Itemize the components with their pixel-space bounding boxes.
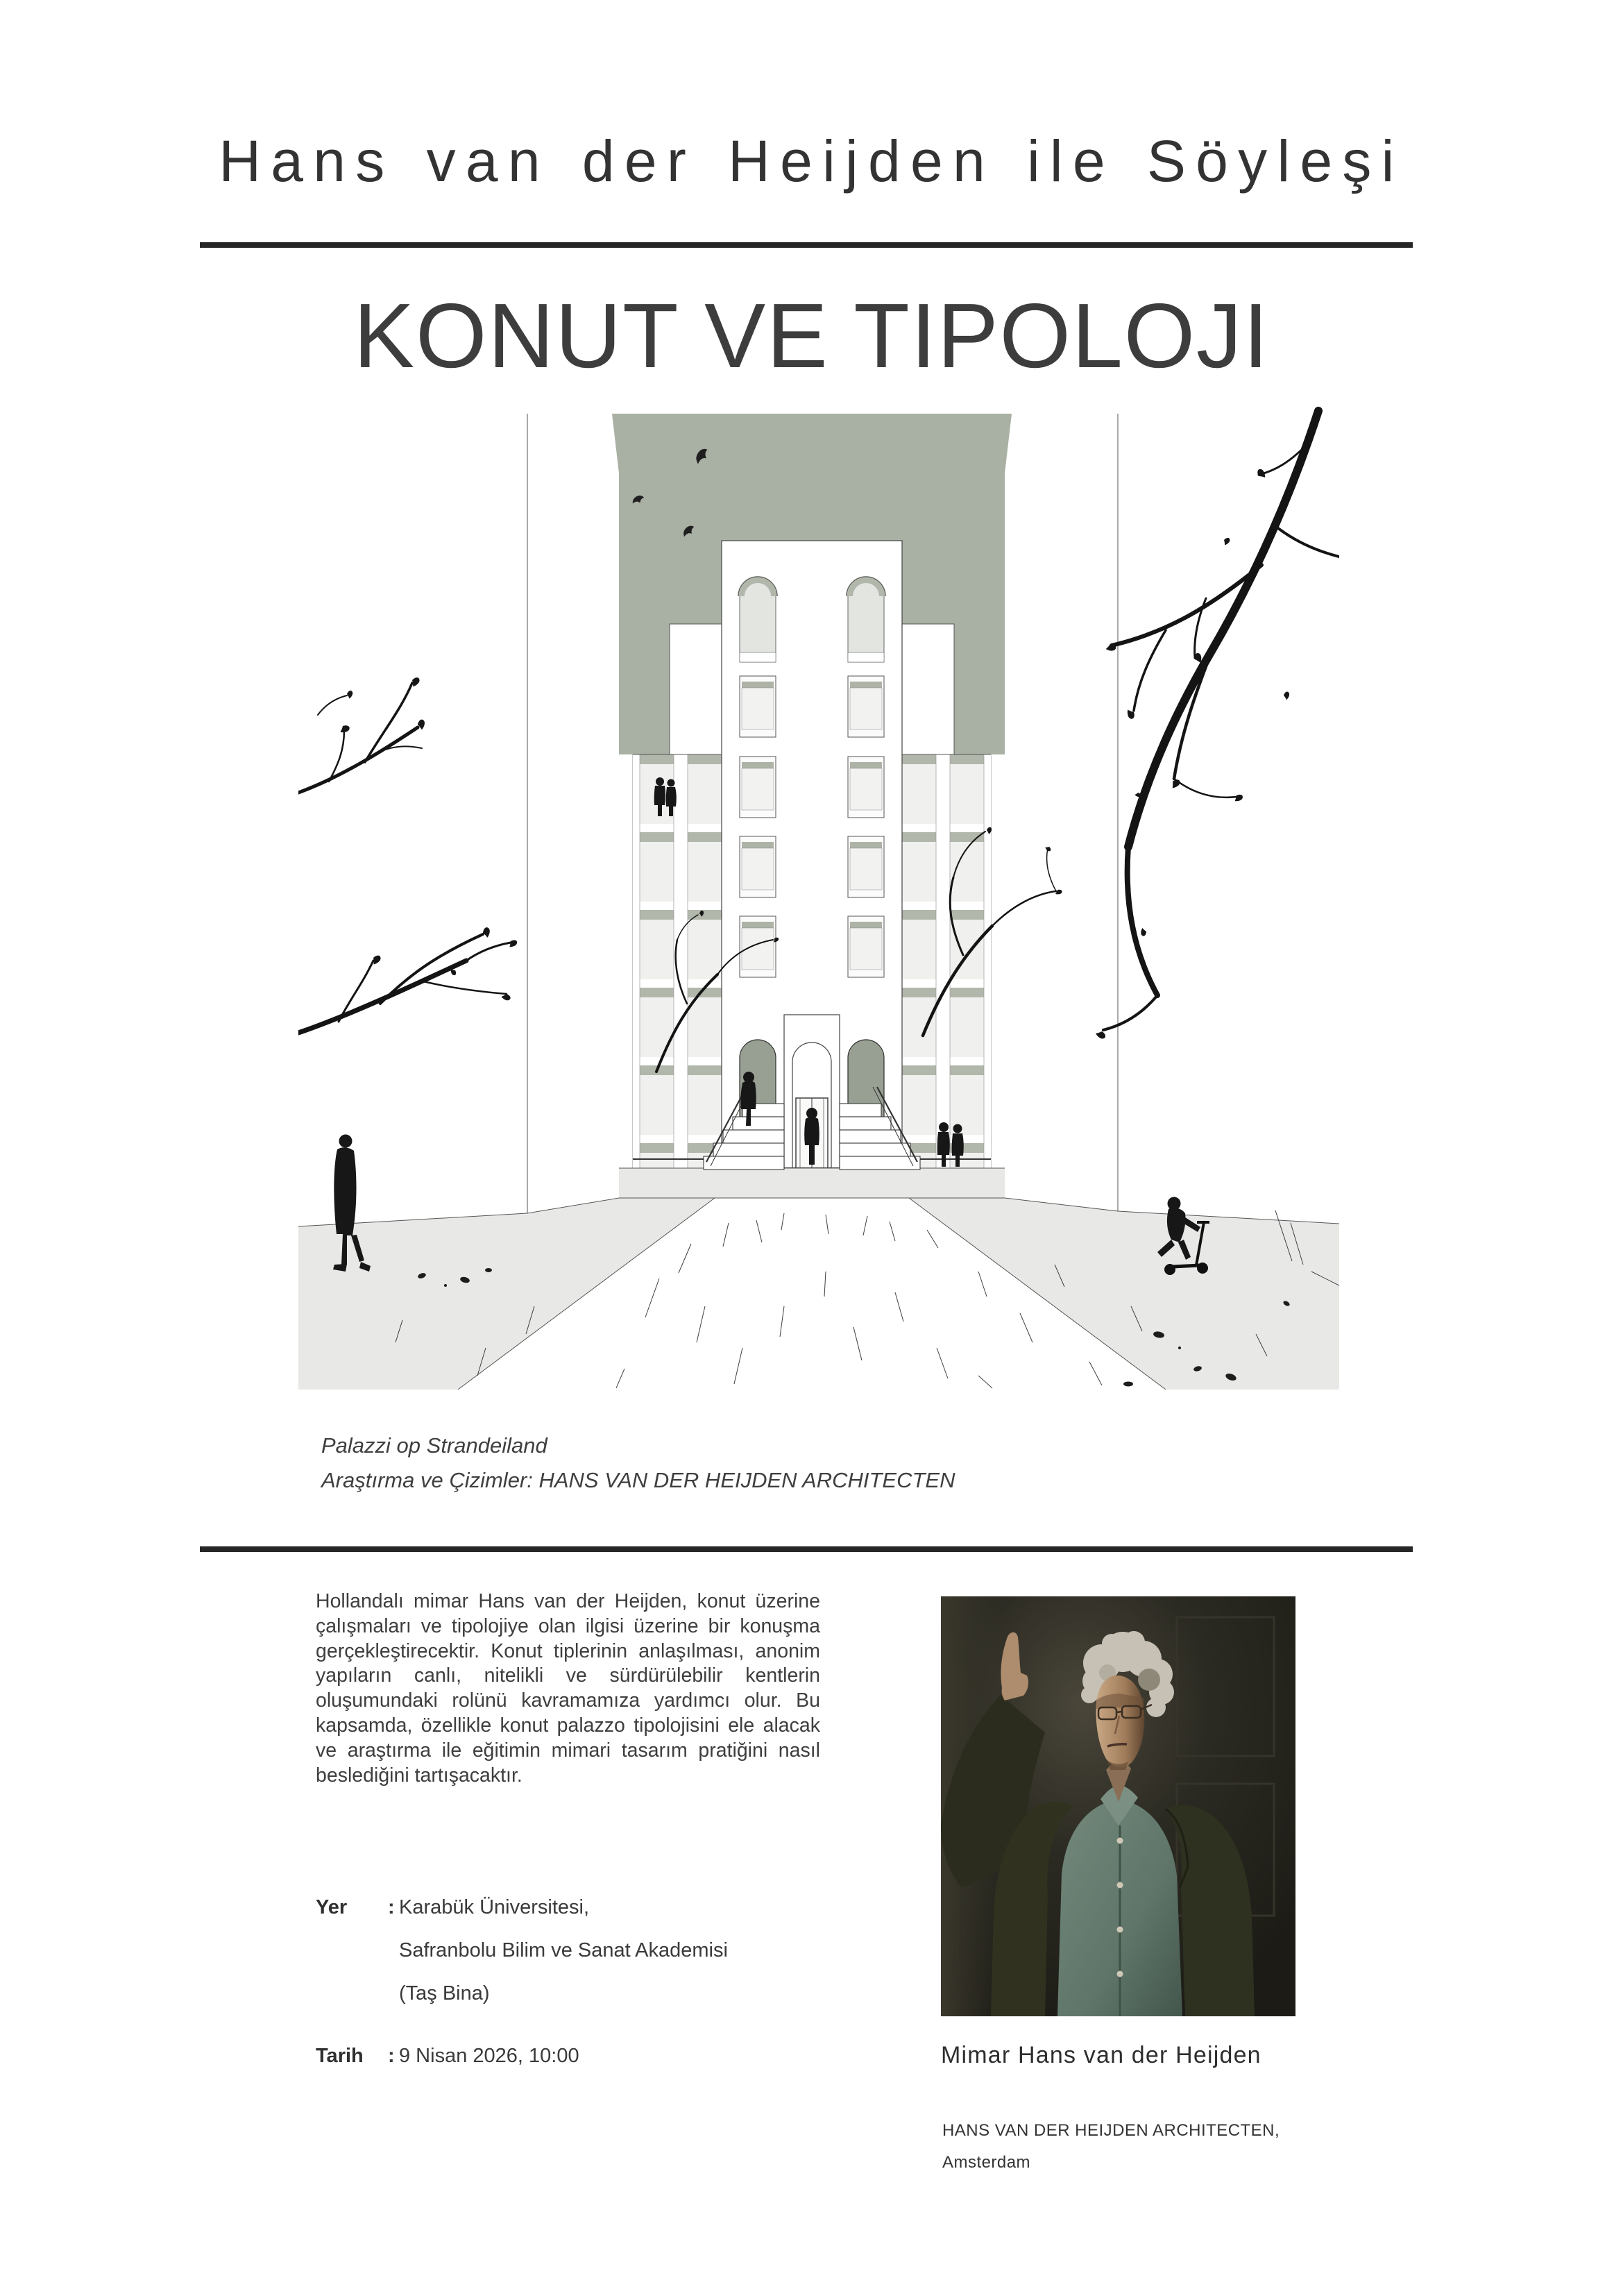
venue-label: Yer xyxy=(316,1896,348,1918)
main-title: KONUT VE TIPOLOJI xyxy=(353,285,1270,387)
venue-line-2: Safranbolu Bilim ve Sanat Akademisi xyxy=(399,1939,728,1961)
venue-line-3: (Taş Bina) xyxy=(399,1982,490,2004)
speaker-org-line-2: Amsterdam xyxy=(942,2153,1031,2172)
venue-separator: : xyxy=(388,1896,395,1918)
date-row xyxy=(316,2045,579,2068)
speaker-org-line-1: HANS VAN DER HEIJDEN ARCHITECTEN, xyxy=(942,2121,1280,2140)
date-value: 9 Nisan 2026, 10:00 xyxy=(399,2045,579,2067)
page-title: Hans van der Heijden ile Söyleşi xyxy=(219,128,1404,194)
divider-top xyxy=(200,242,1413,248)
architectural-illustration xyxy=(298,404,1339,1390)
speaker-portrait xyxy=(941,1596,1295,2016)
building-illustration xyxy=(298,404,1339,1390)
figure-caption-title: Palazzi op Strandeiland xyxy=(321,1433,547,1458)
venue-row xyxy=(316,1896,589,1919)
figure-caption xyxy=(321,1428,955,1498)
divider-middle xyxy=(200,1546,1413,1552)
speaker-photo xyxy=(941,1596,1295,2016)
venue-line-1: Karabük Üniversitesi, xyxy=(399,1896,589,1918)
date-label: Tarih xyxy=(316,2045,364,2067)
speaker-name: Mimar Hans van der Heijden xyxy=(941,2042,1261,2068)
date-separator: : xyxy=(388,2045,395,2067)
description-paragraph: Hollandalı mimar Hans van der Heijden, konut üzerine çalışmaları ve tipolojiye olan ilgisi üzerine bir konuşma gerçekleştirecektir. Konut tiplerinin anlaşılması, anonim yapıların canlı, nitelikli ve sürdürülebilir kentlerin oluşumundaki rolünü kavramamıza yardımcı olur. Bu kapsamda, özellikle konut palazzo tipolojisini ele alacak ve araştırma ile eğitimin mimari tasarım pratiğini nasıl beslediğini tartışacaktır. xyxy=(316,1590,820,1787)
figure-caption-credit: Araştırma ve Çizimler: HANS VAN DER HEIJDEN ARCHITECTEN xyxy=(321,1468,955,1492)
